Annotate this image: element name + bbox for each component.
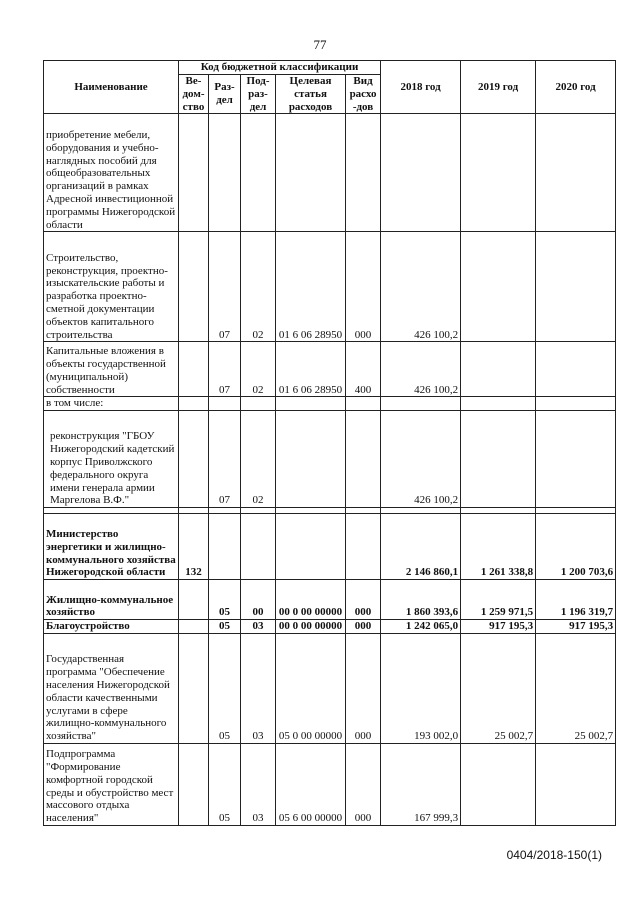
- header-vedomstvo: Ве-дом-ство: [179, 75, 209, 114]
- table-row: [44, 620, 616, 634]
- row-2018: 193 002,0: [381, 633, 461, 743]
- row-2018: 167 999,3: [381, 743, 461, 825]
- row-vid: 000: [346, 232, 381, 342]
- row-2019: 25 002,7: [461, 633, 536, 743]
- row-razdel: 07: [209, 232, 241, 342]
- row-2019: [461, 743, 536, 825]
- document-code: 0404/2018-150(1): [506, 848, 602, 862]
- row-target: 00 0 00 00000: [276, 580, 346, 620]
- header-podrazdel: Под-раз-дел: [241, 75, 276, 114]
- row-podrazdel: 03: [241, 743, 276, 825]
- row-name: Подпрограмма "Формирование комфортной городской среды и обустройство мест массового отдыха населения": [44, 743, 179, 825]
- row-podrazdel: [241, 514, 276, 580]
- row-name: Жилищно-коммунальное хозяйство: [44, 580, 179, 620]
- row-vedomstvo: 132: [179, 514, 209, 580]
- row-vid: 000: [346, 633, 381, 743]
- row-name: Министерство энергетики и жилищно-коммунального хозяйства Нижегородской области: [44, 514, 179, 580]
- row-vedomstvo: [179, 114, 209, 232]
- table-row: [44, 514, 616, 580]
- row-razdel: [209, 514, 241, 580]
- row-name: Строительство, реконструкция, проектно-изыскательские работы и разработка проектно-сметной документации объектов капитального строительства: [44, 232, 179, 342]
- row-vid: [346, 114, 381, 232]
- row-name: реконструкция "ГБОУ Нижегородский кадетский корпус Приволжского федерального округа имени генерала армии Маргелова В.Ф.": [44, 411, 179, 508]
- row-podrazdel: 02: [241, 342, 276, 397]
- header-target-article: Целевая статья расходов: [276, 75, 346, 114]
- row-podrazdel: 02: [241, 232, 276, 342]
- row-podrazdel: 02: [241, 411, 276, 508]
- row-razdel: 05: [209, 743, 241, 825]
- row-target: [276, 514, 346, 580]
- row-podrazdel: [241, 114, 276, 232]
- row-vid: 400: [346, 342, 381, 397]
- row-razdel: [209, 114, 241, 232]
- row-2020: [536, 342, 616, 397]
- row-2020: [536, 397, 616, 411]
- row-2020: [536, 743, 616, 825]
- row-vid: [346, 514, 381, 580]
- row-vid: [346, 411, 381, 508]
- row-razdel: 07: [209, 342, 241, 397]
- row-2020: 1 200 703,6: [536, 514, 616, 580]
- row-2018: 426 100,2: [381, 232, 461, 342]
- row-2018: [381, 397, 461, 411]
- row-target: 05 0 00 00000: [276, 633, 346, 743]
- row-podrazdel: 00: [241, 580, 276, 620]
- row-razdel: 05: [209, 620, 241, 634]
- row-2018: 426 100,2: [381, 342, 461, 397]
- header-name: Наименование: [44, 61, 179, 114]
- row-razdel: 07: [209, 411, 241, 508]
- row-vedomstvo: [179, 620, 209, 634]
- row-2020: [536, 232, 616, 342]
- row-razdel: 05: [209, 580, 241, 620]
- row-vedomstvo: [179, 743, 209, 825]
- header-year-2019: 2019 год: [461, 61, 536, 114]
- row-2020: 1 196 319,7: [536, 580, 616, 620]
- row-name: Государственная программа "Обеспечение населения Нижегородской области качественными услугами в сфере жилищно-коммунального хозяйства": [44, 633, 179, 743]
- row-2018: 426 100,2: [381, 411, 461, 508]
- row-vedomstvo: [179, 411, 209, 508]
- row-vedomstvo: [179, 232, 209, 342]
- row-podrazdel: [241, 397, 276, 411]
- table-row: [44, 580, 616, 620]
- row-2020: [536, 114, 616, 232]
- table-row: [44, 397, 616, 411]
- row-name: приобретение мебели, оборудования и учебно-наглядных пособий для общеобразовательных организаций в рамках Адресной инвестиционной программы Нижегородской области: [44, 114, 179, 232]
- row-2019: [461, 114, 536, 232]
- row-podrazdel: 03: [241, 633, 276, 743]
- header-year-2020: 2020 год: [536, 61, 616, 114]
- row-razdel: 05: [209, 633, 241, 743]
- row-name: в том числе:: [44, 397, 179, 411]
- row-2020: [536, 411, 616, 508]
- row-vid: 000: [346, 743, 381, 825]
- row-2018: 2 146 860,1: [381, 514, 461, 580]
- row-vid: 000: [346, 580, 381, 620]
- row-2019: 1 261 338,8: [461, 514, 536, 580]
- row-target: 01 6 06 28950: [276, 342, 346, 397]
- row-name: Капитальные вложения в объекты государственной (муниципальной) собственности: [44, 342, 179, 397]
- budget-table: [43, 60, 616, 826]
- table-row: [44, 342, 616, 397]
- header-year-2018: 2018 год: [381, 61, 461, 114]
- row-target: 00 0 00 00000: [276, 620, 346, 634]
- row-razdel: [209, 397, 241, 411]
- header-expense-type: Вид расхо-дов: [346, 75, 381, 114]
- row-2020: 25 002,7: [536, 633, 616, 743]
- row-vid: 000: [346, 620, 381, 634]
- page-number: 77: [313, 37, 327, 52]
- row-2019: 917 195,3: [461, 620, 536, 634]
- row-2018: [381, 114, 461, 232]
- table-row: [44, 633, 616, 743]
- row-2019: 1 259 971,5: [461, 580, 536, 620]
- row-podrazdel: 03: [241, 620, 276, 634]
- row-target: [276, 397, 346, 411]
- row-target: 01 6 06 28950: [276, 232, 346, 342]
- table-row: [44, 232, 616, 342]
- table-row: [44, 743, 616, 825]
- row-2019: [461, 232, 536, 342]
- row-2019: [461, 342, 536, 397]
- table-row: [44, 114, 616, 232]
- row-vedomstvo: [179, 397, 209, 411]
- row-2019: [461, 411, 536, 508]
- row-vid: [346, 397, 381, 411]
- row-2019: [461, 397, 536, 411]
- row-name: Благоустройство: [44, 620, 179, 634]
- row-2018: 1 860 393,6: [381, 580, 461, 620]
- row-target: [276, 411, 346, 508]
- row-vedomstvo: [179, 580, 209, 620]
- row-target: 05 6 00 00000: [276, 743, 346, 825]
- table-row: [44, 411, 616, 508]
- row-2020: 917 195,3: [536, 620, 616, 634]
- row-vedomstvo: [179, 633, 209, 743]
- row-vedomstvo: [179, 342, 209, 397]
- row-2018: 1 242 065,0: [381, 620, 461, 634]
- header-code-group: Код бюджетной классификации: [179, 61, 381, 75]
- row-target: [276, 114, 346, 232]
- header-razdel: Раз-дел: [209, 75, 241, 114]
